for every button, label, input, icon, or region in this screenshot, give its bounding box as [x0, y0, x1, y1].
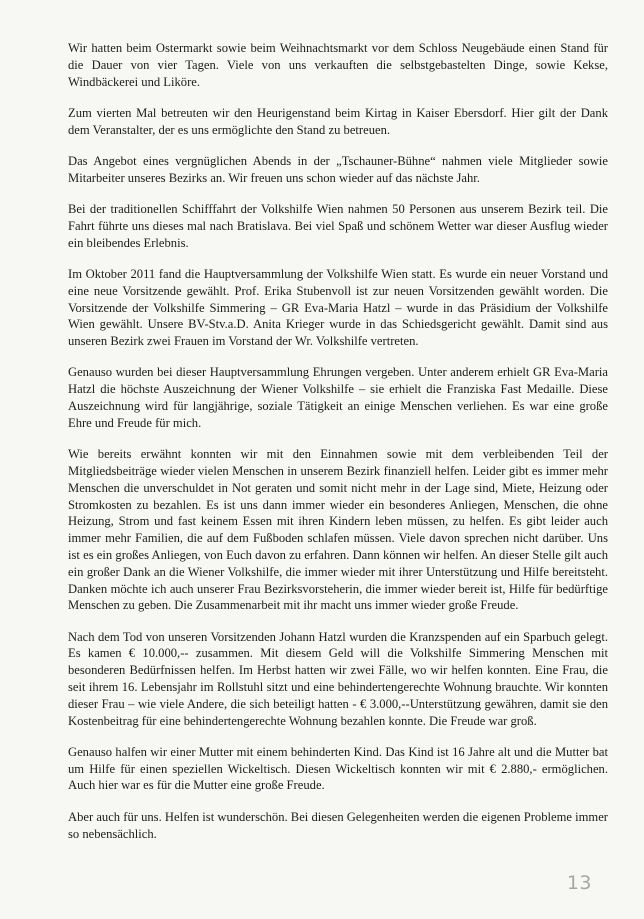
paragraph-hauptversammlung: Im Oktober 2011 fand die Hauptversammlung der Volkshilfe Wien statt. Es wurde ein neuer Vorstand und eine neue Vorsitzende gewählt. Prof. Erika Stubenvoll ist zur neuen Vorsitzenden gewählt worden. Die Vorsitzende der Volkshilfe Simmering – GR Eva-Maria Hatzl – wurde in das Präsidium der Volkshilfe Wien gewählt. Unsere BV-Stv.a.D. Anita Krieger wurde in das Schiedsgericht gewählt. Damit sind aus unseren Bezirk zwei Frauen im Vorstand der Wr. Volkshilfe vertreten. [68, 266, 608, 349]
paragraph-heurigenstand: Zum vierten Mal betreuten wir den Heurigenstand beim Kirtag in Kaiser Ebersdorf. Hier gilt der Dank dem Veranstalter, der es uns ermöglichte den Stand zu betreuen. [68, 105, 608, 137]
paragraph-finanzielle-hilfe: Wie bereits erwähnt konnten wir mit den Einnahmen sowie mit dem verbleibenden Teil der Mitgliedsbeiträge wieder vielen Menschen in unserem Bezirk finanziell helfen. Leider gibt es immer mehr Menschen die unverschuldet in Not geraten und somit nicht mehr in der Lage sind, Miete, Heizung oder Stromkosten zu bezahlen. Es ist uns dann immer wieder ein besonderes Anliegen, Menschen, die ohne Heizung, Strom und fast keinem Essen mit ihren Kindern leben müssen, zu helfen. Es gibt leider auch immer mehr Familien, die auf dem Fußboden schlafen müssen. Viele davon sprechen nicht darüber. Uns ist es ein großes Anliegen, von Euch davon zu erfahren. Dann können wir helfen. An dieser Stelle gilt auch ein großer Dank an die Wiener Volkshilfe, die immer wieder mit ihrer Unterstützung und Hilfe bereitsteht. Danken möchte ich auch unserer Frau Bezirksvorsteherin, die immer wieder bereit ist, Hilfe für bedürftige Menschen zu geben. Die Zusammenarbeit mit ihr macht uns immer wieder große Freude. [68, 447, 608, 613]
paragraph-ehrungen: Genauso wurden bei dieser Hauptversammlung Ehrungen vergeben. Unter anderem erhielt GR Eva-Maria Hatzl die höchste Auszeichnung der Wiener Volkshilfe – sie erhielt die Franziska Fast Medaille. Diese Auszeichnung wird für langjährige, soziale Tätigkeit an einige Menschen verliehen. Es war eine große Ehre und Freude für mich. [68, 365, 608, 430]
paragraph-kranzspenden: Nach dem Tod von unseren Vorsitzenden Johann Hatzl wurden die Kranzspenden auf ein Sparbuch gelegt. Es kamen € 10.000,-- zusammen. Mit diesem Geld will die Volkshilfe Simmering Menschen mit besonderen Bedürfnissen helfen. Im Herbst hatten wir zwei Fälle, wo wir helfen konnten. Eine Frau, die seit ihrem 16. Lebensjahr im Rollstuhl sitzt und eine behindertengerechte Wohnung brauchte. Wir konnten dieser Frau – wie viele Andere, die sich beteiligt hatten - € 3.000,--Unterstützung gewähren, damit sie den Kostenbeitrag für eine behindertengerechte Wohnung bezahlen konnte. Die Freude war groß. [68, 629, 608, 728]
page-number: 13 [566, 872, 592, 894]
paragraph-tschauner-buehne: Das Angebot eines vergnüglichen Abends in der „Tschauner-Bühne“ nahmen viele Mitglieder sowie Mitarbeiter unseres Bezirks an. Wir freuen uns schon wieder auf das nächste Jahr. [68, 153, 608, 185]
paragraph-markets: Wir hatten beim Ostermarkt sowie beim Weihnachtsmarkt vor dem Schloss Neugebäude einen Stand für die Dauer von vier Tagen. Viele von uns verkauften die selbstgebastelten Dinge, sowie Kekse, Windbäckerei und Liköre. [68, 41, 608, 89]
paragraph-wickeltisch: Genauso halfen wir einer Mutter mit einem behinderten Kind. Das Kind ist 16 Jahre alt und die Mutter bat um Hilfe für einen speziellen Wickeltisch. Diesen Wickeltisch konnten wir mit € 2.880,- ermöglichen. Auch hier war es für die Mutter eine große Freude. [68, 744, 608, 793]
paragraph-helfen: Aber auch für uns. Helfen ist wunderschön. Bei diesen Gelegenheiten werden die eigenen Probleme immer so nebensächlich. [68, 809, 608, 841]
paragraph-schifffahrt: Bei der traditionellen Schifffahrt der Volkshilfe Wien nahmen 50 Personen aus unserem Bezirk teil. Die Fahrt führte uns dieses mal nach Bratislava. Bei viel Spaß und schönem Wetter war dieser Ausflug wieder ein bleibendes Erlebnis. [68, 202, 608, 250]
